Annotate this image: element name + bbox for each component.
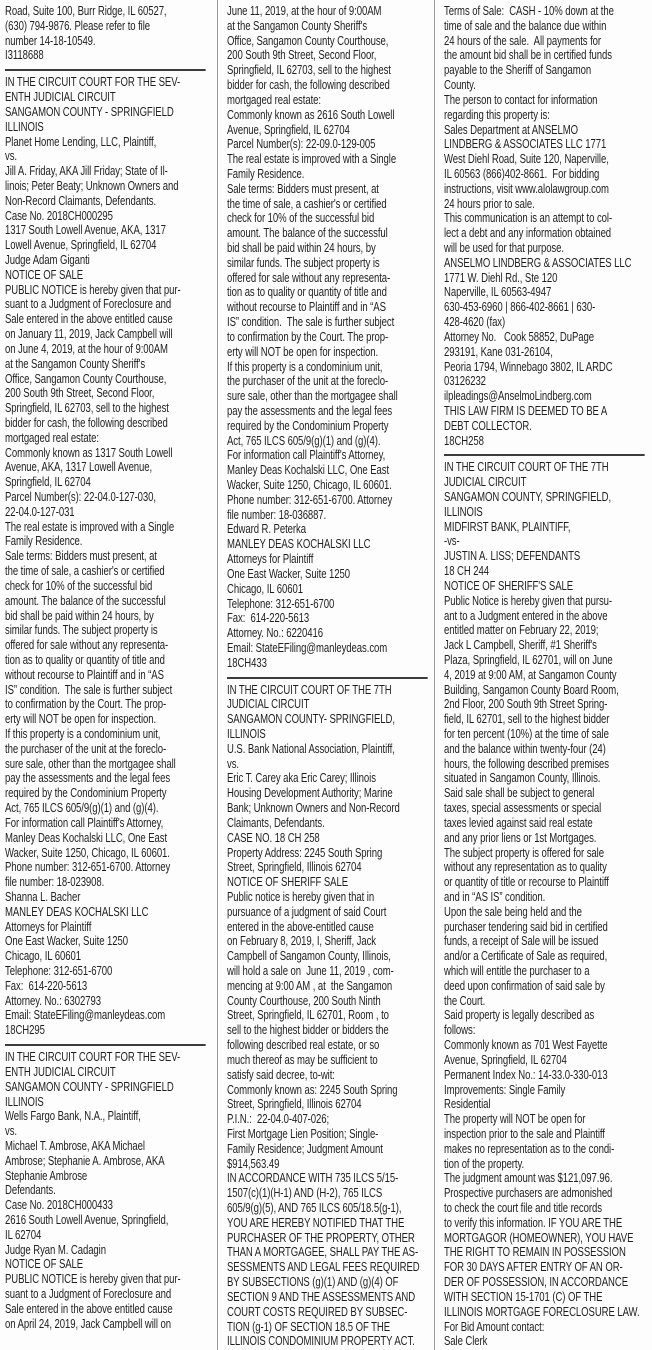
notice-line: YOU ARE HEREBY NOTIFIED THAT THE [227, 1214, 405, 1230]
notices-column-2 [218, 0, 434, 1350]
notice-line: funds, a receipt of Sale will be issued [444, 933, 599, 949]
notice-line: 22-04.0-127-031 [5, 503, 75, 519]
notice-line: FOR 30 DAYS AFTER ENTRY OF AN OR- [444, 1259, 623, 1275]
notice-line: For Bid Amount contact: [444, 1318, 545, 1334]
notice-line: PUBLIC NOTICE is hereby given that pur- [5, 281, 181, 297]
notice-line: 200 South 9th Street, Second Floor, [227, 47, 377, 63]
notice-line: Chicago, IL 60601 [227, 580, 303, 596]
notice-line: Edward R. Peterka [227, 521, 306, 537]
notice-line: purchaser tendering said bid in certified [444, 918, 608, 934]
notice-line: One East Wacker, Suite 1250 [5, 933, 129, 949]
notice-line: Attorney. No.: 6220416 [227, 625, 323, 641]
notice-line: linois; Peter Beaty; Unknown Owners and [5, 177, 179, 193]
notice-line: time of sale and the balance due within [444, 17, 607, 33]
notice-line: Sale terms: Bidders must present, at [227, 180, 379, 196]
notice-line: tion of the property. [444, 1155, 525, 1171]
notice-line: payable to the Sheriff of Sangamon [444, 62, 592, 78]
notice-line: at the Sangamon County Sheriff's [5, 355, 146, 371]
notice-line: For information call Plaintiff's Attorney, [5, 814, 164, 830]
notice-line: sell to the highest bidder or bidders the [227, 1022, 389, 1038]
notice-line: MANLEY DEAS KOCHALSKI LLC [227, 536, 371, 552]
notice-line: sure sale, other than the mortgagee shall [227, 388, 398, 404]
notice-line: similar funds. The subject property is [227, 254, 380, 270]
notice-line: Property Address: 2245 South Spring [227, 844, 383, 860]
notice-line: Eric T. Carey aka Eric Carey; Illinois [227, 770, 376, 786]
notice-separator-rule [5, 69, 205, 71]
notice-line: Phone number: 312-651-6700. Attorney [227, 491, 393, 507]
notice-line: on April 24, 2019, Jack Campbell will on [5, 1315, 171, 1331]
notice-line: Family Residence. [227, 165, 305, 181]
notice-line: DER OF POSSESSION, IN ACCORDANCE [444, 1274, 629, 1290]
notice-line: Sale entered in the above entitled cause [5, 311, 173, 327]
notice-line: CASE NO. 18 CH 258 [227, 829, 320, 845]
notice-line: SECTION 9 AND THE ASSESSMENTS AND [227, 1288, 416, 1304]
notice-line: Sale Clerk [444, 1333, 488, 1349]
notice-line: tion as to quality or quantity of title and [5, 651, 165, 667]
notice-line: 428-4620 (fax) [444, 314, 506, 330]
notice-line: Telephone: 312-651-6700 [5, 963, 113, 978]
notice-line: to check the court file and title records [444, 1200, 602, 1215]
notice-line: much thereof as may be sufficient to [227, 1051, 378, 1067]
notice-line: THAN A MORTGAGEE, SHALL PAY THE AS- [227, 1244, 419, 1260]
notice-line: DEBT COLLECTOR. [444, 417, 532, 433]
notice-line: 293191, Kane 031-26104, [444, 343, 553, 359]
notice-line: 1771 W. Diehl Rd., Ste 120 [444, 269, 558, 285]
notice-line: Springfield, IL 62704 [5, 474, 91, 490]
notice-line: THIS LAW FIRM IS DEEMED TO BE A [444, 402, 608, 418]
notice-line: Attorney. No.: 6302793 [5, 992, 101, 1008]
notice-line: Road, Suite 100, Burr Ridge, IL 60527, [5, 3, 167, 18]
notices-column-1 [0, 0, 217, 1350]
notice-line: P.I.N.: 22-04.0-407-026; [227, 1111, 330, 1127]
notice-line: -vs- [444, 533, 460, 549]
notice-line: file number: 18-036887. [227, 506, 327, 522]
column-2-content [227, 4, 434, 1349]
notice-line: Telephone: 312-651-6700 [227, 595, 335, 611]
notice-line: Judge Adam Giganti [5, 252, 90, 267]
notice-line: One East Wacker, Suite 1250 [227, 565, 351, 581]
notice-line: PUBLIC NOTICE is hereby given that pur- [5, 1271, 181, 1287]
notice-line: Manley Deas Kochalski LLC, One East [227, 462, 390, 478]
notice-line: LINDBERG & ASSOCIATES LLC 1771 [444, 136, 607, 152]
notice-line: on February 8, 2019, I, Sheriff, Jack [227, 933, 377, 949]
notice-line: sure sale, other than the mortgagee shall [5, 755, 176, 771]
notice-line: Public notice is hereby given that in [227, 888, 375, 904]
notice-line: 605/9(g)(5), AND 765 ILCS 605/18.5(g-1), [227, 1200, 402, 1215]
notice-line: bid shall be paid within 24 hours, by [227, 240, 376, 255]
notice-line: If this property is a condominium unit, [5, 726, 161, 741]
notice-line: Fax: 614-220-5613 [227, 610, 310, 626]
notice-line: Attorneys for Plaintiff [5, 918, 92, 934]
notice-line: pay the assessments and the legal fees [227, 402, 393, 418]
notice-line: without recourse to Plaintiff and in “AS [5, 666, 164, 682]
notice-line: Commonly known as 701 West Fayette [444, 1037, 608, 1053]
notice-line: NOTICE OF SALE [5, 266, 84, 282]
notice-line: Plaza, Springfield, IL 62701, will on June [444, 651, 613, 667]
notice-line: Non-Record Claimants, Defendants. [5, 192, 157, 208]
notice-line: required by the Condominium Property [5, 785, 167, 801]
notice-18ch258 [227, 683, 434, 1350]
notice-line: check for 10% of the successful bid [227, 210, 375, 226]
notice-line: the time of sale, a cashier's or certified [5, 563, 165, 579]
notice-line: Email: StateEFiling@manleydeas.com [227, 639, 388, 655]
notice-line: Jack L Campbell, Sheriff, #1 Sheriff's [444, 637, 597, 653]
notice-line: The judgment amount was $121,097.96. [444, 1170, 613, 1186]
notice-line: suant to a Judgment of Foreclosure and [5, 1286, 172, 1302]
notice-line: SANGAMON COUNTY - SPRINGFIELD [5, 103, 174, 119]
notice-line: vs. [227, 755, 239, 771]
column-1-content [5, 4, 214, 1332]
notice-line: IN THE CIRCUIT COURT OF THE 7TH [227, 681, 392, 697]
notice-line: Campbell of Sangamon County, Illinois, [227, 948, 391, 964]
notice-18ch295 [5, 75, 214, 1038]
notice-line: Shanna L. Bacher [5, 888, 81, 904]
notice-line: instructions, visit www.alolawgroup.com [444, 180, 609, 196]
notice-line: Case No. 2018CH000433 [5, 1197, 113, 1213]
notice-line: Michael T. Ambrose, AKA Michael [5, 1137, 145, 1153]
notice-line: amount. The balance of the successful [227, 225, 388, 241]
notice-line: Residential [444, 1096, 491, 1112]
notice-line: Claimants, Defendants. [227, 814, 325, 830]
notice-line: on June 4, 2019, at the hour of 9:00AM [5, 340, 168, 356]
notice-line: Ambrose; Stephanie A. Ambrose, AKA [5, 1152, 165, 1168]
notice-line: 03126232 [444, 373, 486, 389]
notice-18ch244 [444, 460, 652, 1349]
notice-line: ILLINOIS [227, 726, 266, 741]
notices-column-3 [435, 0, 652, 1350]
notice-line: 4, 2019 at 9:00 AM, at Sangamon County [444, 666, 617, 682]
notice-line: 1507(c)(1)(H-1) AND (H-2), 765 ILCS [227, 1185, 383, 1201]
notice-line: IN THE CIRCUIT COURT FOR THE SEV- [5, 1049, 181, 1065]
notice-line: U.S. Bank National Association, Plaintiff, [227, 740, 395, 756]
notice-line: Lowell Avenue, Springfield, IL 62704 [5, 237, 157, 253]
notice-line: Judge Ryan M. Cadagin [5, 1241, 106, 1257]
notice-line: This communication is an attempt to col- [444, 210, 613, 226]
notice-line: to confirmation by the Court. The prop- [227, 328, 389, 344]
notice-line: Avenue, Springfield, IL 62704 [444, 1051, 567, 1067]
notice-line: mortgaged real estate: [5, 429, 99, 445]
notice-line: MIDFIRST BANK, PLAINTIFF, [444, 518, 571, 534]
notice-line: Commonly known as 1317 South Lowell [5, 444, 173, 460]
notice-line: the purchaser of the unit at the foreclo- [5, 740, 167, 756]
notice-line: the Court. [444, 992, 486, 1008]
notice-line: on January 11, 2019, Jack Campbell will [5, 326, 173, 342]
notice-line: or quantity of title or recourse to Plaintiff [444, 874, 609, 890]
notice-line: Chicago, IL 60601 [5, 948, 81, 964]
notice-line: ANSELMO LINDBERG & ASSOCIATES LLC [444, 254, 632, 270]
notice-line: Avenue, AKA, 1317 Lowell Avenue, [5, 459, 153, 475]
notice-line: pursuance of a judgment of said Court [227, 903, 387, 919]
notice-line: entitled matter on February 22, 2019; [444, 622, 599, 638]
notice-line: Family Residence; Judgment Amount [227, 1140, 383, 1156]
notice-line: tion as to quality or quantity of title and [227, 284, 387, 300]
notice-line: Naperville, IL 60563-4947 [444, 284, 552, 300]
notice-line: ENTH JUDICIAL CIRCUIT [5, 1063, 116, 1079]
notice-line: the purchaser of the unit at the foreclo- [227, 373, 389, 389]
notice-line: Housing Development Authority; Marine [227, 785, 393, 801]
notice-line: ant to a Judgment entered in the above [444, 607, 608, 623]
notice-line: mencing at 9:00 AM , at the Sangamon [227, 977, 393, 993]
notice-line: Parcel Number(s): 22-09.0-129-005 [227, 136, 376, 152]
notice-line: ILLINOIS MORTGAGE FORECLOSURE LAW. [444, 1303, 640, 1319]
notice-line: follows: [444, 1022, 476, 1038]
notice-line: ILLINOIS [5, 1093, 44, 1109]
notice-line: pay the assessments and the legal fees [5, 770, 171, 786]
notice-line: entered in the above-entitled cause [227, 918, 374, 934]
notice-line: If this property is a condominium unit, [227, 358, 383, 374]
notice-line: satisfy said decree, to-wit: [227, 1066, 335, 1082]
notice-line: mortgaged real estate: [227, 91, 321, 107]
notice-line: the amount bid shall be in certified funds [444, 47, 612, 63]
notice-line: NOTICE OF SHERIFF'S SALE [444, 577, 574, 593]
notice-line: Sale terms: Bidders must present, at [5, 548, 157, 564]
notice-line: ilpleadings@AnselmoLindberg.com [444, 388, 592, 404]
notice-line: 630-453-6960 | 866-402-8661 | 630- [444, 299, 596, 315]
notice-line: Springfield, IL 62703, sell to the highest [5, 400, 169, 416]
notice-line: County. [444, 77, 476, 93]
notice-line: Attorneys for Plaintiff [227, 551, 314, 567]
notice-line: Act, 765 ILCS 605/9(g)(1) and (g)(4). [227, 432, 381, 448]
notice-line: The property will NOT be open for [444, 1111, 586, 1127]
notice-18ch433-continuation [227, 4, 434, 671]
notice-line: Wells Fargo Bank, N.A., Plaintiff, [5, 1108, 141, 1124]
notice-line: Jill A. Friday, AKA Jill Friday; State of Il- [5, 163, 168, 179]
notice-line: Sales Department at ANSELMO [444, 121, 578, 137]
notice-line: erty will NOT be open for inspection. [227, 343, 379, 359]
notice-line: which will entitle the purchaser to a [444, 963, 590, 978]
notice-line: required by the Condominium Property [227, 417, 389, 433]
notice-18ch433-start [5, 1050, 214, 1331]
notice-line: IN ACCORDANCE WITH 735 ILCS 5/15- [227, 1170, 399, 1186]
notice-line: (630) 794-9876. Please refer to file [5, 17, 151, 33]
notice-line: THE RIGHT TO REMAIN IN POSSESSION [444, 1244, 626, 1260]
notice-line: NOTICE OF SHERIFF SALE [227, 874, 349, 890]
notice-line: 2616 South Lowell Avenue, Springfield, [5, 1212, 169, 1227]
notice-line: Office, Sangamon County Courthouse, [5, 370, 167, 386]
notice-line: 18 CH 244 [444, 563, 490, 579]
notice-line: MANLEY DEAS KOCHALSKI LLC [5, 903, 149, 919]
notice-line: Commonly known as 2616 South Lowell [227, 106, 395, 122]
notice-line: makes no representation as to the condi- [444, 1140, 615, 1156]
notice-line: SANGAMON COUNTY - SPRINGFIELD [5, 1078, 174, 1094]
notice-line: Improvements: Single Family [444, 1081, 566, 1097]
notice-line: inspection prior to the sale and Plaintiff [444, 1125, 605, 1141]
notice-line: I3118688 [5, 47, 44, 63]
notice-line: Manley Deas Kochalski LLC, One East [5, 829, 168, 845]
notice-line: offered for sale without any representa- [227, 269, 391, 285]
notice-line: SESSMENTS AND LEGAL FEES REQUIRED [227, 1259, 420, 1275]
notice-line: Stephanie Ambrose [5, 1167, 88, 1183]
notice-line: 24 hours prior to sale. [444, 195, 535, 211]
notice-line: offered for sale without any representa- [5, 637, 169, 653]
notice-line: $914,563.49 [227, 1155, 280, 1171]
notice-line: without recourse to Plaintiff and in “AS [227, 299, 386, 315]
notice-line: June 11, 2019, at the hour of 9:00AM [227, 3, 382, 18]
notice-line: Building, Sangamon County Board Room, [444, 681, 619, 697]
notice-line: Avenue, Springfield, IL 62704 [227, 121, 350, 137]
notice-line: and any prior liens or 1st Mortgages. [444, 829, 597, 845]
notice-line: IN THE CIRCUIT COURT OF THE 7TH [444, 459, 609, 475]
notice-line: Fax: 614-220-5613 [5, 977, 88, 993]
notice-line: taxes levied against said real estate [444, 814, 593, 830]
notice-line: County Courthouse, 200 South Ninth [227, 992, 381, 1008]
notice-line: Defendants. [5, 1182, 56, 1198]
notice-line: 200 South 9th Street, Second Floor, [5, 385, 155, 401]
notice-line: vs. [5, 148, 17, 164]
notice-line: vs. [5, 1123, 17, 1139]
notice-line: BY SUBSECTIONS (g)(1) AND (g)(4) OF [227, 1274, 399, 1290]
notice-line: 18CH258 [444, 432, 484, 448]
notice-line: Office, Sangamon County Courthouse, [227, 32, 389, 48]
notice-separator-rule [227, 677, 427, 679]
notice-line: Email: StateEFiling@manleydeas.com [5, 1007, 166, 1023]
notice-18ch258-terms-continuation [444, 4, 652, 448]
notice-line: Case No. 2018CH000295 [5, 207, 113, 223]
notice-line: Upon the sale being held and the [444, 903, 582, 919]
notice-line: Street, Springfield, Illinois 62704 [227, 1096, 362, 1112]
notice-line: Wacker, Suite 1250, Chicago, IL 60601. [5, 844, 170, 860]
notice-line: JUDICIAL CIRCUIT [444, 474, 527, 490]
notice-line: at the Sangamon County Sheriff's [227, 17, 368, 33]
notice-line: Planet Home Lending, LLC, Plaintiff, [5, 133, 157, 149]
notice-line: For information call Plaintiff's Attorney, [227, 447, 386, 463]
notice-line: PURCHASER OF THE PROPERTY, OTHER [227, 1229, 415, 1245]
notice-line: the time of sale, a cashier's or certified [227, 195, 387, 211]
notice-line: Parcel Number(s): 22-04.0-127-030, [5, 489, 156, 504]
notice-line: Phone number: 312-651-6700. Attorney [5, 859, 171, 875]
notice-line: Bank; Unknown Owners and Non-Record [227, 800, 400, 816]
notice-line: SANGAMON COUNTY- SPRINGFIELD, [227, 711, 395, 727]
notice-line: TION (g-1) OF SECTION 18.5 OF THE [227, 1318, 391, 1334]
notice-separator-rule [5, 1044, 205, 1046]
notice-line: ENTH JUDICIAL CIRCUIT [5, 89, 116, 105]
notice-line: ILLINOIS [5, 118, 44, 134]
notice-line: number 14-18-10549. [5, 32, 96, 48]
notice-line: COURT COSTS REQUIRED BY SUBSEC- [227, 1303, 408, 1319]
notice-line: JUDICIAL CIRCUIT [227, 696, 310, 712]
notice-line: will hold a sale on June 11, 2019 , com- [227, 963, 394, 978]
notice-line: taxes, special assessments or special [444, 800, 602, 816]
notice-line: Wacker, Suite 1250, Chicago, IL 60601. [227, 477, 392, 492]
notice-line: IL 62704 [5, 1226, 42, 1242]
notice-line: Sale entered in the above entitled cause [5, 1300, 173, 1316]
notice-line: and in “AS IS” condition. [444, 888, 546, 904]
notice-line: check for 10% of the successful bid [5, 577, 153, 593]
notice-line: Commonly known as: 2245 South Spring [227, 1081, 398, 1097]
notice-line: lect a debt and any information obtained [444, 225, 612, 241]
notice-line: Attorney No. Cook 58852, DuPage [444, 328, 595, 344]
notice-line: hours, the following described premises [444, 755, 609, 771]
notice-line: and the balance within twenty-four (24) [444, 740, 606, 756]
notice-line: Springfield, IL 62703, sell to the highest [227, 62, 391, 78]
notice-line: bidder for cash, the following described [5, 414, 168, 430]
notice-line: IS” condition. The sale is further subject [227, 314, 395, 330]
notice-line: Said property is legally described as [444, 1007, 595, 1023]
notice-line: ILLINOIS CONDOMINIUM PROPERTY ACT. [227, 1333, 415, 1349]
notice-line: 18CH295 [5, 1022, 45, 1038]
notice-line: Act, 765 ILCS 605/9(g)(1) and (g)(4). [5, 800, 159, 816]
notice-line: and/or a Certificate of Sale as required, [444, 948, 608, 964]
notice-line: will be used for that purpose. [444, 240, 564, 255]
notice-line: Prospective purchasers are admonished [444, 1185, 613, 1201]
notice-line: NOTICE OF SALE [5, 1256, 84, 1272]
notice-continuation-file-14-18-10549 [5, 4, 214, 63]
notice-line: 18CH433 [227, 654, 267, 670]
notice-line: The real estate is improved with a Single [227, 151, 397, 167]
notice-line: for ten percent (10%) at the time of sale [444, 726, 609, 741]
notice-line: IS” condition. The sale is further subject [5, 681, 173, 697]
notice-line: regarding this property is: [444, 106, 550, 122]
notice-line: erty will NOT be open for inspection. [5, 711, 157, 727]
notice-line: Family Residence. [5, 533, 83, 549]
notice-line: without any representation as to quality [444, 859, 607, 875]
notice-line: IL 60563 (866)402-8661. For bidding [444, 165, 600, 181]
notice-line: amount. The balance of the successful [5, 592, 166, 608]
notice-line: The person to contact for information [444, 91, 598, 107]
notice-line: following described real estate, or so [227, 1037, 380, 1053]
notice-line: The subject property is offered for sale [444, 844, 604, 860]
notice-line: file number: 18-023908. [5, 874, 105, 890]
notice-line: Street, Springfield, Illinois 62704 [227, 859, 362, 875]
notice-line: JUSTIN A. LISS; DEFENDANTS [444, 548, 581, 564]
notice-line: bidder for cash, the following described [227, 77, 390, 93]
notice-line: The real estate is improved with a Single [5, 518, 175, 534]
notice-line: deed upon confirmation of said sale by [444, 977, 605, 993]
column-3-content [444, 4, 652, 1349]
notice-line: Permanent Index No.: 14-33.0-330-013 [444, 1066, 608, 1082]
notice-line: WITH SECTION 15-1701 (C) OF THE [444, 1288, 603, 1304]
notice-line: to verify this information. IF YOU ARE THE [444, 1214, 623, 1230]
notice-line: SANGAMON COUNTY, SPRINGFIELD, [444, 489, 612, 504]
notice-line: 1317 South Lowell Avenue, AKA, 1317 [5, 222, 166, 238]
notice-line: to confirmation by the Court. The prop- [5, 696, 167, 712]
notice-line: IN THE CIRCUIT COURT FOR THE SEV- [5, 74, 181, 90]
notice-line: 24 hours of the sale. All payments for [444, 32, 602, 48]
notice-line: Public Notice is hereby given that pursu- [444, 592, 613, 608]
notice-line: Said sale shall be subject to general [444, 785, 595, 801]
notice-line: bid shall be paid within 24 hours, by [5, 607, 154, 623]
notice-line: West Diehl Road, Suite 120, Naperville, [444, 151, 609, 167]
notice-line: Peoria 1794, Winnebago 3802, IL ARDC [444, 358, 613, 374]
notice-line: Terms of Sale: CASH - 10% down at the [444, 3, 614, 18]
notice-line: similar funds. The subject property is [5, 622, 158, 638]
notice-line: suant to a Judgment of Foreclosure and [5, 296, 172, 312]
notice-line: situated in Sangamon County, Illinois. [444, 770, 601, 786]
notice-line: 2nd Floor, 200 South 9th Street Spring- [444, 696, 608, 712]
notice-line: Street, Springfield, IL 62701, Room , to [227, 1007, 389, 1023]
notice-line: field, IL 62701, sell to the highest bidder [444, 711, 610, 727]
notice-separator-rule [444, 454, 644, 456]
notice-line: First Mortgage Lien Position; Single- [227, 1125, 379, 1141]
notice-line: MORTGAGOR (HOMEOWNER), YOU HAVE [444, 1229, 634, 1245]
notice-line: ILLINOIS [444, 503, 483, 519]
